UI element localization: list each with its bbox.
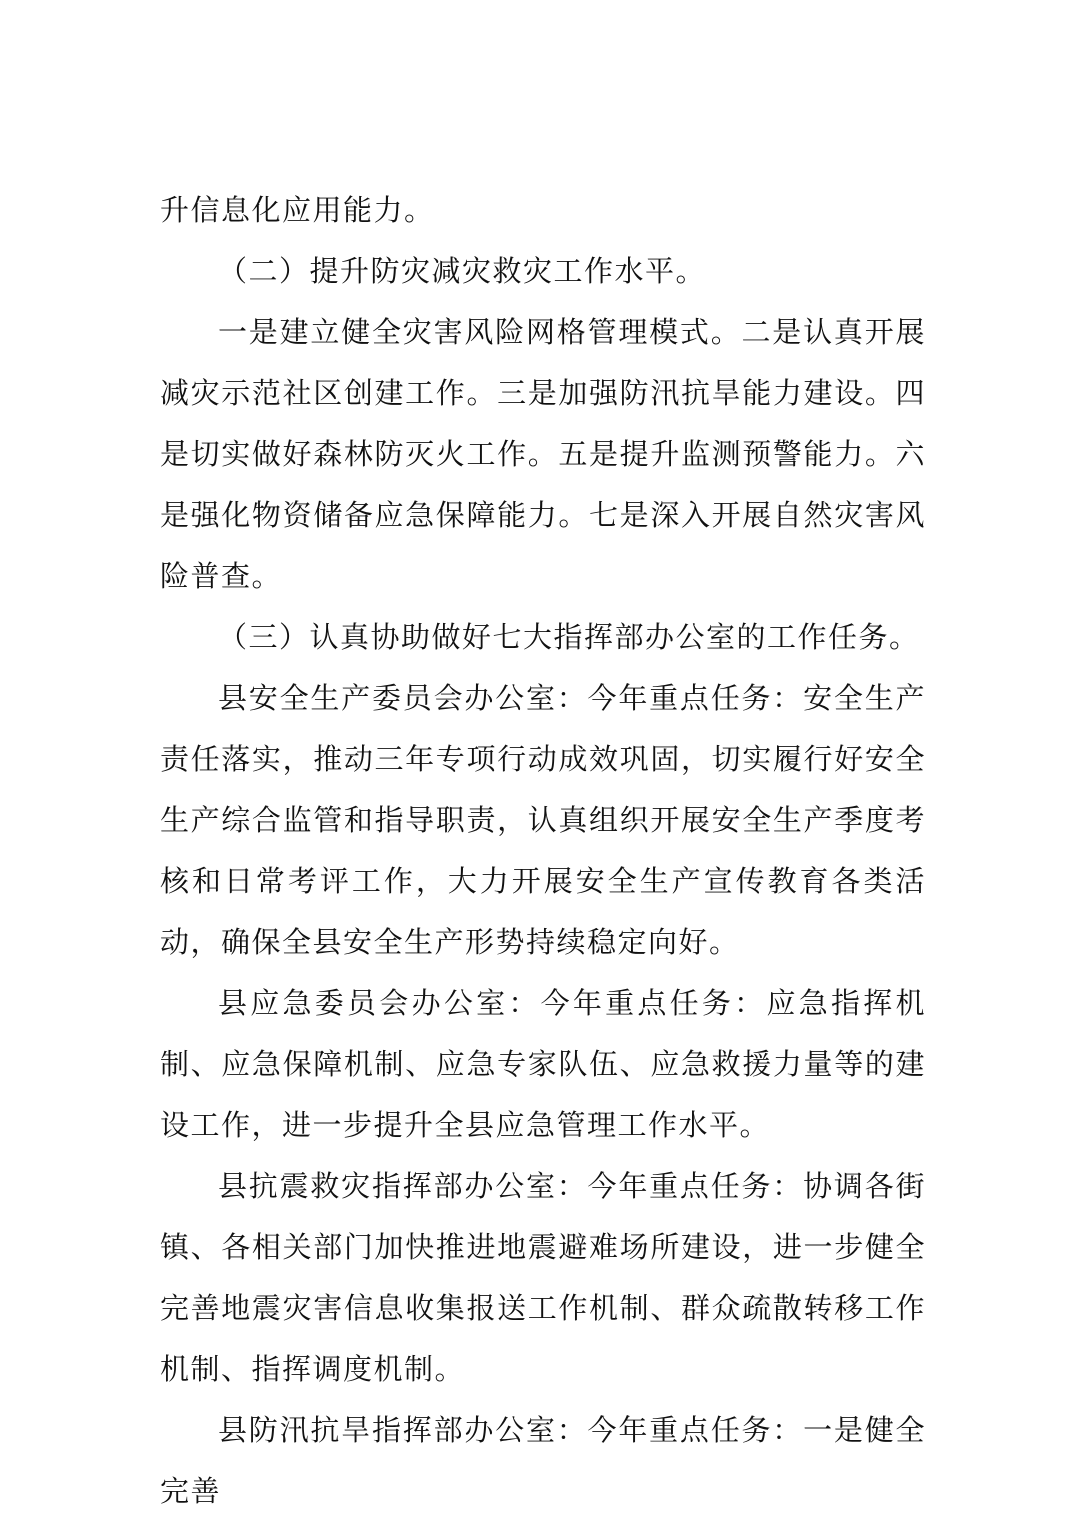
paragraph-emergency-committee: 县应急委员会办公室：今年重点任务：应急指挥机制、应急保障机制、应急专家队伍、应急救援力量等的建设工作，进一步提升全县应急管理工作水平。: [160, 986, 926, 1142]
paragraph-continuation: 升信息化应用能力。: [160, 193, 435, 227]
document-body: [160, 180, 926, 1522]
paragraph-flood-office: 县防汛抗旱指挥部办公室：今年重点任务：一是健全完善: [160, 1413, 926, 1508]
section-heading-3: （三）认真协助做好七大指挥部办公室的工作任务。: [218, 620, 920, 654]
section-heading-2: （二）提升防灾减灾救灾工作水平。: [218, 254, 707, 288]
paragraph-earthquake-office: 县抗震救灾指挥部办公室：今年重点任务：协调各街镇、各相关部门加快推进地震避难场所建设，进一步健全完善地震灾害信息收集报送工作机制、群众疏散转移工作机制、指挥调度机制。: [160, 1169, 926, 1386]
paragraph-safety-committee: 县安全生产委员会办公室：今年重点任务：安全生产责任落实，推动三年专项行动成效巩固，切实履行好安全生产综合监管和指导职责，认真组织开展安全生产季度考核和日常考评工作，大力开展安全生产宣传教育各类活动，确保全县安全生产形势持续稳定向好。: [160, 681, 926, 959]
paragraph-disaster-work: 一是建立健全灾害风险网格管理模式。二是认真开展减灾示范社区创建工作。三是加强防汛抗旱能力建设。四是切实做好森林防灭火工作。五是提升监测预警能力。六是强化物资储备应急保障能力。七是深入开展自然灾害风险普查。: [160, 315, 926, 593]
